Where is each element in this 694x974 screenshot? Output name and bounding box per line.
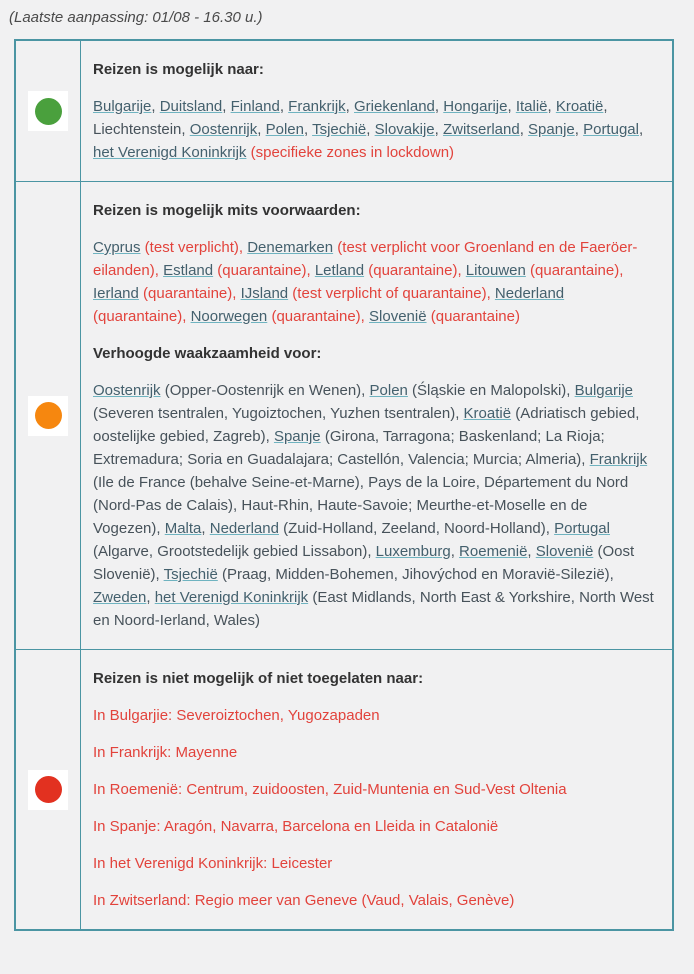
row-heading: Reizen is mogelijk mits voorwaarden: — [93, 202, 361, 219]
plain-text: , — [574, 121, 584, 138]
restricted-region-line: In het Verenigd Koninkrijk: Leicester — [93, 855, 333, 872]
country-link[interactable]: Finland — [230, 98, 280, 115]
country-link[interactable]: Zweden — [93, 589, 147, 606]
row-heading: Reizen is niet mogelijk of niet toegelaten naar: — [93, 670, 424, 687]
plain-text: (Zuid-Holland, Zeeland, Noord-Holland), — [278, 520, 555, 537]
country-link[interactable]: Denemarken — [247, 239, 334, 256]
country-link[interactable]: Oostenrijk — [189, 121, 258, 138]
country-link[interactable]: Italië — [515, 98, 548, 115]
plain-text: , — [222, 98, 231, 115]
country-link[interactable]: Polen — [369, 382, 408, 399]
country-link[interactable]: Polen — [265, 121, 304, 138]
condition-text: (quarantaine), — [525, 262, 624, 279]
status-dot-cell — [16, 41, 81, 181]
country-link[interactable]: Portugal — [554, 520, 610, 537]
status-dot-tile — [28, 770, 68, 810]
country-link[interactable]: Kroatië — [555, 98, 604, 115]
status-dot-cell — [16, 182, 81, 649]
condition-text: (test verplicht voor Groenland en de Faeröer-eilanden), — [93, 239, 638, 279]
plain-text: , — [345, 98, 355, 115]
country-link[interactable]: Slovakije — [374, 121, 435, 138]
country-list-paragraph — [93, 236, 656, 328]
country-link[interactable]: Frankrijk — [589, 451, 648, 468]
condition-text: (test verplicht), — [140, 239, 248, 256]
plain-text: , — [279, 98, 289, 115]
country-link[interactable]: Nederland — [494, 285, 565, 302]
country-link[interactable]: Spanje — [273, 428, 321, 445]
row-heading: Verhoogde waakzaamheid voor: — [93, 345, 322, 362]
plain-text: (Śląskie en Malopolski), — [407, 382, 575, 399]
restricted-region-line: In Bulgarjie: Severoiztochen, Yugozapaden — [93, 707, 380, 724]
condition-text: (quarantaine), — [213, 262, 315, 279]
travel-status-table — [14, 39, 674, 931]
last-update-note: (Laatste aanpassing: 01/08 - 16.30 u.) — [9, 9, 263, 26]
green-status-dot-icon — [35, 98, 62, 125]
plain-text: , — [527, 543, 536, 560]
country-link[interactable]: Malta — [164, 520, 202, 537]
country-link[interactable]: Nederland — [209, 520, 279, 537]
country-link[interactable]: Spanje — [528, 121, 575, 138]
plain-text: , — [303, 121, 313, 138]
plain-text: , — [257, 121, 266, 138]
restricted-region-line: In Spanje: Aragón, Navarra, Barcelona en Lleida in Catalonië — [93, 818, 499, 835]
country-link[interactable]: Ierland — [93, 285, 139, 302]
plain-text: (Oost Slovenië), — [93, 543, 635, 583]
country-list-paragraph — [93, 379, 656, 632]
plain-text: , — [450, 543, 460, 560]
condition-text: (quarantaine), — [364, 262, 466, 279]
red-status-dot-icon — [35, 776, 62, 803]
plain-text: , — [638, 121, 644, 138]
plain-text: (Girona, Tarragona; Baskenland; La Rioja; Extremadura; Soria en Guadalajara; Castellón, Valencia; Murcia; Almeria), — [93, 428, 605, 468]
country-link[interactable]: IJsland — [240, 285, 289, 302]
country-link[interactable]: het Verenigd Koninkrijk — [154, 589, 309, 606]
status-row-content — [81, 650, 672, 929]
country-link[interactable]: Litouwen — [465, 262, 526, 279]
country-link[interactable]: Oostenrijk — [93, 382, 161, 399]
plain-text: , — [434, 121, 443, 138]
plain-text: (Ile de France (behalve Seine-et-Marne), Pays de la Loire, Département du Nord (Nord-Pas de Calais), Haut-Rhin, Haute-Savoie; Meurthe-et-Moselle en de Vogezen), — [93, 474, 629, 537]
country-link[interactable]: Slovenië — [535, 543, 594, 560]
restricted-region-line: In Frankrijk: Mayenne — [93, 744, 238, 761]
plain-text: , — [146, 589, 155, 606]
country-link[interactable]: Hongarije — [443, 98, 508, 115]
status-row-content — [81, 182, 672, 649]
country-link[interactable]: Luxemburg — [375, 543, 451, 560]
plain-text: (Algarve, Grootstedelijk gebied Lissabon), — [93, 543, 376, 560]
country-link[interactable]: Estland — [163, 262, 214, 279]
restricted-region-line: In Zwitserland: Regio meer van Geneve (Vaud, Valais, Genève) — [93, 892, 515, 909]
condition-text: (quarantaine), — [93, 308, 191, 325]
plain-text: (Adriatisch gebied, oostelijke gebied, Zagreb), — [93, 405, 640, 445]
status-row-content — [81, 41, 672, 181]
status-dot-tile — [28, 91, 68, 131]
plain-text: , — [547, 98, 556, 115]
condition-text: (quarantaine) — [426, 308, 520, 325]
country-link[interactable]: Letland — [314, 262, 365, 279]
country-link[interactable]: het Verenigd Koninkrijk — [93, 144, 247, 161]
plain-text: , — [201, 520, 210, 537]
plain-text: (Severen tsentralen, Yugoiztochen, Yuzhen tsentralen), — [93, 405, 464, 422]
country-link[interactable]: Frankrijk — [288, 98, 346, 115]
country-link[interactable]: Noorwegen — [190, 308, 268, 325]
plain-text: , — [519, 121, 529, 138]
country-list-paragraph — [93, 95, 656, 164]
status-row-green — [16, 41, 672, 181]
country-link[interactable]: Tsjechië — [312, 121, 367, 138]
condition-text: (test verplicht of quarantaine), — [288, 285, 495, 302]
condition-text: (quarantaine), — [138, 285, 241, 302]
plain-text: , — [366, 121, 375, 138]
status-dot-tile — [28, 396, 68, 436]
plain-text: (Praag, Midden-Bohemen, Jihovýchod en Moravië-Silezië), — [217, 566, 614, 583]
row-heading: Reizen is mogelijk naar: — [93, 61, 264, 78]
country-link[interactable]: Bulgarije — [574, 382, 633, 399]
country-link[interactable]: Tsjechië — [163, 566, 218, 583]
country-link[interactable]: Griekenland — [354, 98, 435, 115]
condition-text: (specifieke zones in lockdown) — [250, 144, 455, 161]
status-dot-cell — [16, 650, 81, 929]
restricted-region-line: In Roemenië: Centrum, zuidoosten, Zuid-Muntenia en Sud-Vest Oltenia — [93, 781, 567, 798]
plain-text: (East Midlands, North East & Yorkshire, North West en Noord-Ierland, Wales) — [93, 589, 654, 629]
plain-text: , — [434, 98, 444, 115]
country-link[interactable]: Duitsland — [159, 98, 223, 115]
country-link[interactable]: Bulgarije — [93, 98, 152, 115]
country-link[interactable]: Kroatië — [463, 405, 512, 422]
country-link[interactable]: Zwitserland — [442, 121, 520, 138]
status-row-orange — [16, 181, 672, 649]
country-link[interactable]: Cyprus — [93, 239, 141, 256]
plain-text: , — [151, 98, 160, 115]
condition-text: (quarantaine), — [267, 308, 370, 325]
country-link[interactable]: Portugal — [583, 121, 639, 138]
country-link[interactable]: Roemenië — [459, 543, 528, 560]
country-link[interactable]: Slovenië — [369, 308, 427, 325]
plain-text: , Liechtenstein, — [93, 98, 608, 138]
plain-text: (Opper-Oostenrijk en Wenen), — [160, 382, 370, 399]
plain-text: , — [507, 98, 516, 115]
status-row-red — [16, 649, 672, 929]
orange-status-dot-icon — [35, 402, 62, 429]
